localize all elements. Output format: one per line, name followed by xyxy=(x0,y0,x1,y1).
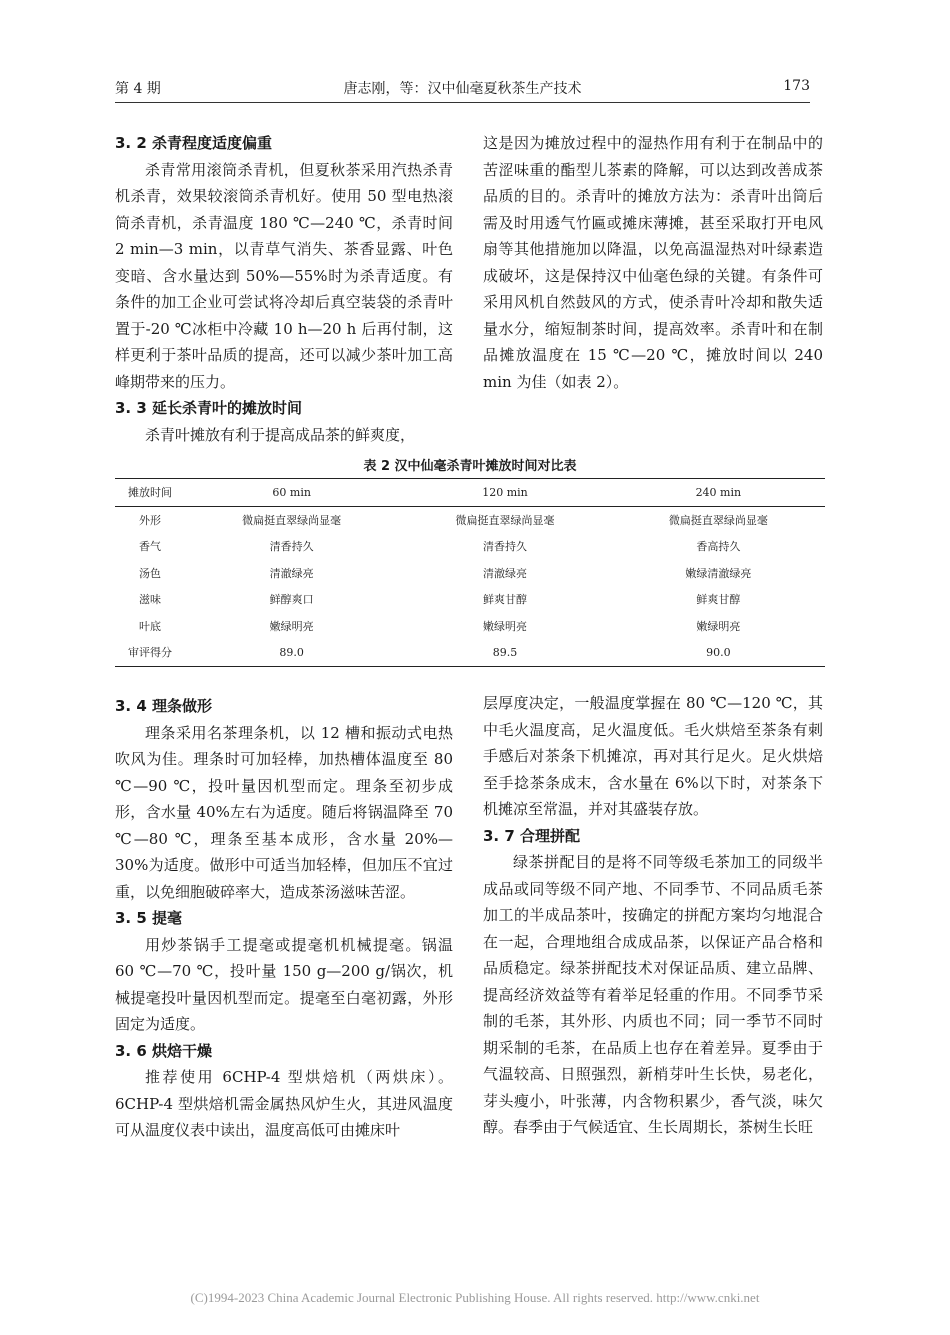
section-3-2-heading: 3. 2 杀青程度适度偏重 xyxy=(115,134,273,152)
table-cell: 嫩绿明亮 xyxy=(696,619,741,633)
copyright-footer: (C)1994-2023 China Academic Journal Electronic Publishing House. All rights reserved. http://www.cnki.net xyxy=(190,1290,760,1305)
spreading-time-table xyxy=(115,478,825,667)
column-right-bottom xyxy=(483,690,823,1141)
page-number: 173 xyxy=(783,78,810,94)
section-3-6-paragraph-start: 推荐使用 6CHP-4 型烘焙机（两烘床）。6CHP-4 型烘焙机需金属热风炉生火，其进风温度可从温度仪表中读出，温度高低可由摊床叶 xyxy=(115,1068,453,1139)
table-header-row xyxy=(115,479,825,507)
table-cell: 鲜醇爽口 xyxy=(269,593,314,607)
table-cell: 鲜爽甘醇 xyxy=(696,593,741,607)
section-3-5-paragraph: 用炒茶锅手工提毫或提毫机机械提毫。锅温 60 ℃—70 ℃，投叶量 150 g—200 g/锅次，机械提毫投叶量因机型而定。提毫至白毫初露，外形固定为适度。 xyxy=(115,935,453,1033)
running-header xyxy=(115,76,810,103)
section-3-4-heading: 3. 4 理条做形 xyxy=(115,697,213,715)
table-cell: 89.0 xyxy=(279,645,304,659)
running-title: 唐志刚，等：汉中仙毫夏秋茶生产技术 xyxy=(343,81,582,97)
table-cell: 香高持久 xyxy=(696,540,741,554)
table-row xyxy=(115,560,825,587)
table-cell: 清澈绿亮 xyxy=(269,566,314,580)
section-3-2-paragraph: 杀青常用滚筒杀青机，但夏秋茶采用汽热杀青机杀青，效果较滚筒杀青机好。使用 50 型电热滚筒杀青机，杀青温度 180 ℃—240 ℃，杀青时间 2 min—3 min，以青草气消失、茶香显露、叶色变暗、含水量达到 50%—55%时为杀青适度。有条件的加工企业可尝试将冷却后真空装袋的杀青叶置于-20 ℃冰柜中冷藏 10 h—20 h 后再付制，这样更利于茶叶品质的提高，还可以减少茶叶加工高峰期带来的压力。 xyxy=(115,160,453,391)
table-cell: 鲜爽甘醇 xyxy=(482,593,527,607)
section-3-3-paragraph-start: 杀青叶摊放有利于提高成品茶的鲜爽度， xyxy=(145,425,416,444)
table-cell: 微扁挺直翠绿尚显毫 xyxy=(668,513,768,527)
column-left-bottom xyxy=(115,693,453,1144)
table-cell: 叶底 xyxy=(139,619,161,633)
table-cell: 清澈绿亮 xyxy=(482,566,527,580)
issue-number: 第 4 期 xyxy=(115,81,161,97)
table-cell: 89.5 xyxy=(492,645,518,659)
section-3-7-heading: 3. 7 合理拼配 xyxy=(483,826,581,845)
table-cell: 香气 xyxy=(139,540,161,554)
column-left-top xyxy=(115,130,453,448)
table-row xyxy=(115,506,825,533)
section-3-3-paragraph-cont: 这是因为摊放过程中的湿热作用有利于在制品中的苦涩味重的酯型儿茶素的降解，可以达到改善成茶品质的目的。杀青叶的摊放方法为：杀青叶出筒后需及时用透气竹匾或摊床薄摊，甚至采取打开电风扇等其他措施加以降温，以免高温湿热对叶绿素造成破坏，这是保持汉中仙毫色绿的关键。有条件可采用风机自然鼓风的方式，使杀青叶冷却和散失适量水分，缩短制茶时间，提高效率。杀青叶和在制品摊放温度在 15 ℃—20 ℃，摊放时间以 240 min 为佳（如表 2）。 xyxy=(483,134,823,391)
table-cell: 90.0 xyxy=(706,645,731,659)
table-cell: 嫩绿明亮 xyxy=(482,619,527,633)
section-3-6-heading: 3. 6 烘焙干燥 xyxy=(115,1041,213,1060)
table-cell: 汤色 xyxy=(139,566,161,580)
table-row xyxy=(115,639,825,666)
table-cell: 审评得分 xyxy=(128,646,172,660)
table-cell: 外形 xyxy=(139,513,161,527)
section-3-3-heading: 3. 3 延长杀青叶的摊放时间 xyxy=(115,399,303,417)
table-header-cell: 120 min xyxy=(482,485,528,499)
section-3-4-paragraph: 理条采用名茶理条机，以 12 槽和振动式电热吹风为佳。理条时可加轻棒，加热槽体温度至 80 ℃—90 ℃，投叶量因机型而定。理条至初步成形，含水量 40%左右为适度。随后将锅温降至 70 ℃—80 ℃，理条至基本成形，含水量 20%—30%为适度。做形中可适当加轻棒，但加压不宜过重，以免细胞破碎率大，造成茶汤滋味苦涩。 xyxy=(115,723,453,901)
table-cell: 嫩绿清澈绿亮 xyxy=(685,566,752,580)
section-3-7-paragraph: 绿茶拼配目的是将不同等级毛茶加工的同级半成品或同等级不同产地、不同季节、不同品质毛茶加工的半成品茶叶，按确定的拼配方案均匀地混合在一起，合理地组合成成品茶，以保证产品合格和品质稳定。绿茶拼配技术对保证品质、建立品牌、提高经济效益等有着举足轻重的作用。不同季节采制的毛茶，其外形、内质也不同；同一季节不同时期采制的毛茶，在品质上也存在着差异。夏季由于气温较高、日照强烈，新梢芽叶生长快，易老化，芽头瘦小，叶张薄，内含物积累少，香气淡，味欠醇。春季由于气候适宜、生长周期长，茶树生长旺 xyxy=(483,853,823,1136)
column-right-top xyxy=(483,130,823,395)
table-cell: 滋味 xyxy=(139,593,161,607)
table-cell: 嫩绿明亮 xyxy=(269,619,314,633)
table-cell: 清香持久 xyxy=(269,540,314,554)
table-cell: 微扁挺直翠绿尚显毫 xyxy=(242,513,342,527)
table-header-cell: 摊放时间 xyxy=(128,486,172,500)
table-row xyxy=(115,533,825,560)
section-3-5-heading: 3. 5 提毫 xyxy=(115,909,183,927)
table-header-cell: 240 min xyxy=(695,485,742,499)
table-cell: 微扁挺直翠绿尚显毫 xyxy=(455,513,555,527)
table-row xyxy=(115,613,825,640)
table-header-cell: 60 min xyxy=(272,485,311,499)
table-row xyxy=(115,586,825,613)
table-caption: 表 2 汉中仙毫杀青叶摊放时间对比表 xyxy=(363,459,577,474)
table-cell: 清香持久 xyxy=(482,540,527,554)
section-3-6-paragraph-cont: 层厚度决定，一般温度掌握在 80 ℃—120 ℃，其中毛火温度高，足火温度低。毛火烘焙至茶条有刺手感后对茶条下机摊凉，再对其行足火。足火烘焙至手捻茶条成末，含水量在 6%以下时，对茶条下机摊凉至常温，并对其盛装存放。 xyxy=(483,694,823,818)
